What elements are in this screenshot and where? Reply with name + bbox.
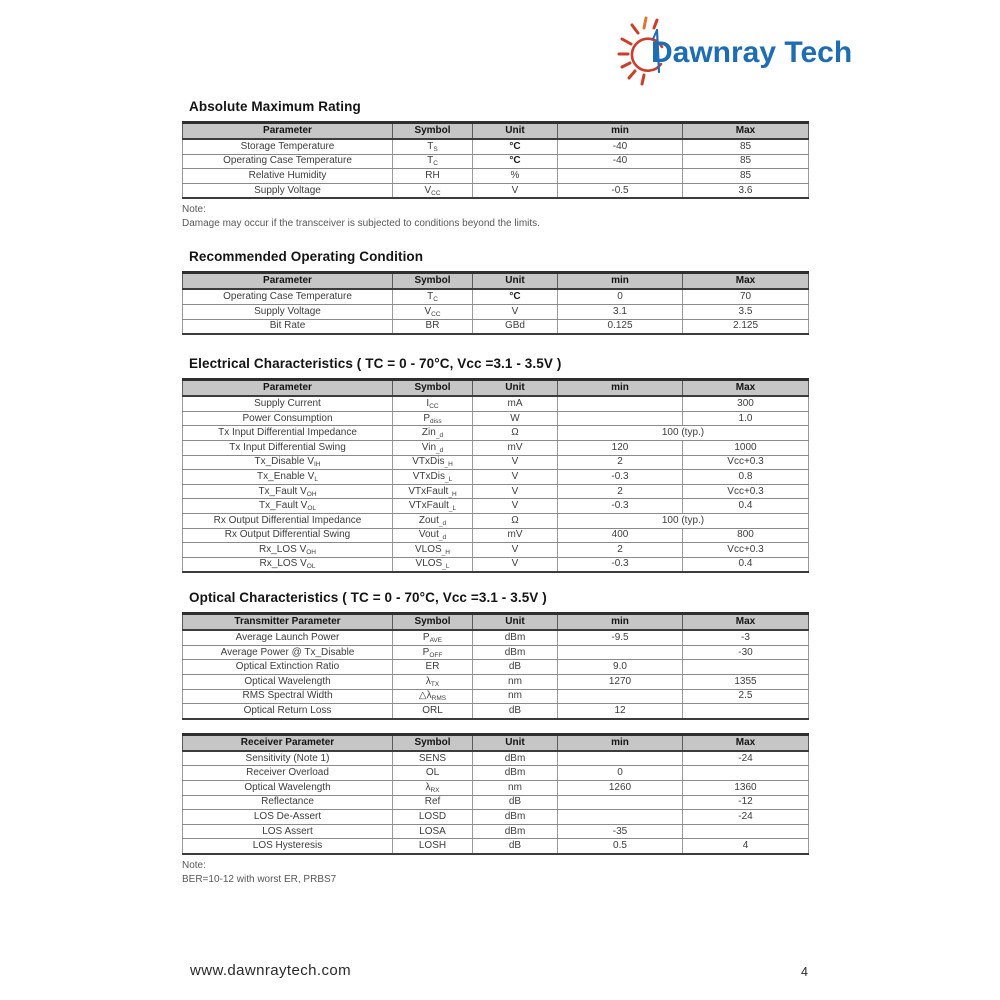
table-row [183,304,809,319]
cell [558,411,683,426]
cell: $I_{CC}$ [393,396,473,411]
cell: $\lambda_{RX}$ [393,781,473,796]
column-header: Max [683,734,809,751]
cell: Tx Input Differential Impedance [183,426,393,441]
cell [683,704,809,719]
cell: Rx Output Differential Swing [183,528,393,543]
cell: VTxFault$_{\_L}$ [393,499,473,514]
cell: dBm [473,766,558,781]
cell: Tx Input Differential Swing [183,440,393,455]
column-header: Symbol [393,273,473,290]
cell: Vcc+0.3 [683,484,809,499]
cell: W [473,411,558,426]
table-row [183,824,809,839]
cell: Average Power @ Tx_Disable [183,645,393,660]
cell: Supply Voltage [183,183,393,198]
cell: 70 [683,289,809,304]
cell: VTxFault$_{\_H}$ [393,484,473,499]
cell: $V_{CC}$ [393,304,473,319]
cell: 85 [683,139,809,154]
table-row [183,411,809,426]
cell: Tx_Fault $V_{OL}$ [183,499,393,514]
cell: Vout$_{\_d}$ [393,528,473,543]
cell: 1.0 [683,411,809,426]
cell: LOSH [393,839,473,854]
brand-text: Dawnray Tech [651,36,853,69]
cell [683,766,809,781]
column-header: Unit [473,734,558,751]
cell: Optical Extinction Ratio [183,660,393,675]
cell: -9.5 [558,630,683,645]
cell: Supply Current [183,396,393,411]
cell: $P_{diss}$ [393,411,473,426]
cell: 1000 [683,440,809,455]
column-header: min [558,614,683,631]
cell: 2 [558,484,683,499]
header-row [183,273,809,290]
cell: ER [393,660,473,675]
cell: $V_{CC}$ [393,183,473,198]
cell: -35 [558,824,683,839]
cell: °C [473,139,558,154]
cell: Tx_Disable $V_{IH}$ [183,455,393,470]
cell: 1355 [683,675,809,690]
column-header: Receiver Parameter [183,734,393,751]
cell: Receiver Overload [183,766,393,781]
cell: dBm [473,630,558,645]
cell: V [473,499,558,514]
recommended-operating-condition-table [182,271,809,335]
cell: Storage Temperature [183,139,393,154]
cell: -40 [558,154,683,169]
cell: °C [473,289,558,304]
cell: 12 [558,704,683,719]
cell: -40 [558,139,683,154]
cell: Tx_Fault $V_{OH}$ [183,484,393,499]
cell: -0.5 [558,183,683,198]
section-electrical-characteristics [182,356,808,573]
cell: $\lambda_{TX}$ [393,675,473,690]
table-row [183,630,809,645]
cell: 800 [683,528,809,543]
column-header: Transmitter Parameter [183,614,393,631]
cell: V [473,543,558,558]
column-header: min [558,734,683,751]
cell: OL [393,766,473,781]
cell: Optical Return Loss [183,704,393,719]
cell: VTxDis$_{\_H}$ [393,455,473,470]
cell: 2 [558,455,683,470]
table-row [183,440,809,455]
cell: Rx Output Differential Impedance [183,513,393,528]
cell: $T_S$ [393,139,473,154]
cell: RMS Spectral Width [183,689,393,704]
cell: dB [473,795,558,810]
column-header: min [558,123,683,140]
cell: Ω [473,426,558,441]
cell: 0.125 [558,319,683,334]
column-header: Max [683,273,809,290]
section-title: Optical Characteristics ( TC = 0 - 70°C, Vcc =3.1 - 3.5V ) [189,590,547,606]
cell: GBd [473,319,558,334]
electrical-characteristics-table [182,378,809,573]
cell: Reflectance [183,795,393,810]
section-optical-characteristics [182,590,808,886]
cell: $T_C$ [393,154,473,169]
column-header: Symbol [393,734,473,751]
footer-url: www.dawnraytech.com [190,962,351,979]
cell: $VLOS_{\_L}$ [393,557,473,572]
cell: Tx_Enable $V_L$ [183,470,393,485]
table-row [183,543,809,558]
column-header: min [558,380,683,397]
table-row [183,470,809,485]
column-header: min [558,273,683,290]
transmitter-parameter-table [182,612,809,720]
cell: Ω [473,513,558,528]
cell: Power Consumption [183,411,393,426]
section-title: Recommended Operating Condition [189,249,424,265]
table-row [183,704,809,719]
cell [558,751,683,766]
section-notes [182,203,808,230]
cell: 85 [683,169,809,184]
cell: dBm [473,810,558,825]
column-header: Unit [473,614,558,631]
cell [558,396,683,411]
table-row [183,528,809,543]
column-header: Unit [473,273,558,290]
cell: mV [473,440,558,455]
cell: -3 [683,630,809,645]
cell: 1360 [683,781,809,796]
note-line: Note: [182,204,206,216]
receiver-parameter-table [182,733,809,855]
cell [683,660,809,675]
cell: 3.1 [558,304,683,319]
table-row [183,154,809,169]
cell: Supply Voltage [183,304,393,319]
cell: -0.3 [558,557,683,572]
cell: $P_{AVE}$ [393,630,473,645]
cell: 85 [683,154,809,169]
cell: Sensitivity (Note 1) [183,751,393,766]
cell: Relative Humidity [183,169,393,184]
column-header: Parameter [183,123,393,140]
table-row [183,766,809,781]
page-number: 4 [801,965,808,979]
cell: $\triangle\lambda_{RMS}$ [393,689,473,704]
table-row [183,660,809,675]
cell: -30 [683,645,809,660]
table-row [183,169,809,184]
cell: dBm [473,824,558,839]
table-row [183,513,809,528]
table-row [183,319,809,334]
cell: 3.5 [683,304,809,319]
header-row [183,734,809,751]
column-header: Unit [473,380,558,397]
cell: 0 [558,766,683,781]
cell: dBm [473,645,558,660]
cell: LOSA [393,824,473,839]
cell: 100 (typ.) [558,513,809,528]
cell: 400 [558,528,683,543]
cell: LOS Hysteresis [183,839,393,854]
cell [558,645,683,660]
cell: 0.4 [683,557,809,572]
cell [558,689,683,704]
header-row [183,123,809,140]
section-title: Absolute Maximum Rating [189,99,361,114]
note-line: Damage may occur if the transceiver is subjected to conditions beyond the limits. [182,217,540,229]
cell: 2.125 [683,319,809,334]
cell: dB [473,839,558,854]
cell: 0.8 [683,470,809,485]
cell: -0.3 [558,470,683,485]
note-line: BER=10-12 with worst ER, PRBS7 [182,873,337,885]
cell: ORL [393,704,473,719]
cell: 1260 [558,781,683,796]
table-row [183,557,809,572]
column-header: Parameter [183,380,393,397]
cell: dB [473,660,558,675]
table-row [183,839,809,854]
cell: Rx_LOS $V_{OL}$ [183,557,393,572]
table-row [183,675,809,690]
cell: 0 [558,289,683,304]
cell: °C [473,154,558,169]
cell: V [473,470,558,485]
cell: 2.5 [683,689,809,704]
cell: nm [473,689,558,704]
absolute-maximum-rating-table [182,121,809,199]
cell: -12 [683,795,809,810]
table-row [183,781,809,796]
cell: VTxDis$_{\_L}$ [393,470,473,485]
cell: 4 [683,839,809,854]
cell: nm [473,675,558,690]
cell: V [473,484,558,499]
cell: dB [473,704,558,719]
note-line: Note: [182,860,206,871]
table-row [183,795,809,810]
cell: V [473,455,558,470]
datasheet-content [182,99,808,886]
section-notes [182,859,808,886]
table-row [183,183,809,198]
table-row [183,645,809,660]
cell: 300 [683,396,809,411]
cell: $VLOS_{\_H}$ [393,543,473,558]
table-row [183,455,809,470]
cell: Rx_LOS $V_{OH}$ [183,543,393,558]
cell: Ref [393,795,473,810]
cell: Vcc+0.3 [683,455,809,470]
section-recommended-operating-condition [182,249,808,335]
section-absolute-maximum-rating [182,99,808,230]
column-header: Symbol [393,123,473,140]
table-row [183,484,809,499]
cell: Operating Case Temperature [183,289,393,304]
cell [683,824,809,839]
cell: Zout$_{\_d}$ [393,513,473,528]
cell: Average Launch Power [183,630,393,645]
table-row [183,499,809,514]
cell: mA [473,396,558,411]
cell: -0.3 [558,499,683,514]
cell: 1270 [558,675,683,690]
table-row [183,396,809,411]
table-row [183,139,809,154]
header-row [183,614,809,631]
table-row [183,810,809,825]
column-header: Max [683,380,809,397]
table-row [183,689,809,704]
cell: 2 [558,543,683,558]
column-header: Max [683,123,809,140]
cell: LOSD [393,810,473,825]
column-header: Symbol [393,380,473,397]
cell: mV [473,528,558,543]
cell: 9.0 [558,660,683,675]
cell: Optical Wavelength [183,781,393,796]
cell: BR [393,319,473,334]
cell: V [473,304,558,319]
cell: LOS Assert [183,824,393,839]
cell: Vin$_{\_d}$ [393,440,473,455]
cell: 3.6 [683,183,809,198]
cell: 100 (typ.) [558,426,809,441]
cell: LOS De-Assert [183,810,393,825]
cell [558,795,683,810]
column-header: Max [683,614,809,631]
table-row [183,751,809,766]
cell: V [473,557,558,572]
cell: Operating Case Temperature [183,154,393,169]
header-row [183,380,809,397]
column-header: Parameter [183,273,393,290]
cell [558,169,683,184]
cell: % [473,169,558,184]
cell: 0.4 [683,499,809,514]
cell: $T_C$ [393,289,473,304]
column-header: Symbol [393,614,473,631]
logo [616,12,852,88]
cell: RH [393,169,473,184]
cell: 0.5 [558,839,683,854]
cell: Vcc+0.3 [683,543,809,558]
cell: V [473,183,558,198]
cell: nm [473,781,558,796]
cell: -24 [683,751,809,766]
section-title: Electrical Characteristics ( TC = 0 - 70°C, Vcc =3.1 - 3.5V ) [189,356,562,372]
cell: Zin$_{\_d}$ [393,426,473,441]
table-row [183,426,809,441]
cell: SENS [393,751,473,766]
table-row [183,289,809,304]
cell: 120 [558,440,683,455]
cell: $P_{OFF}$ [393,645,473,660]
column-header: Unit [473,123,558,140]
cell: Optical Wavelength [183,675,393,690]
cell: dBm [473,751,558,766]
cell: Bit Rate [183,319,393,334]
cell: -24 [683,810,809,825]
cell [558,810,683,825]
